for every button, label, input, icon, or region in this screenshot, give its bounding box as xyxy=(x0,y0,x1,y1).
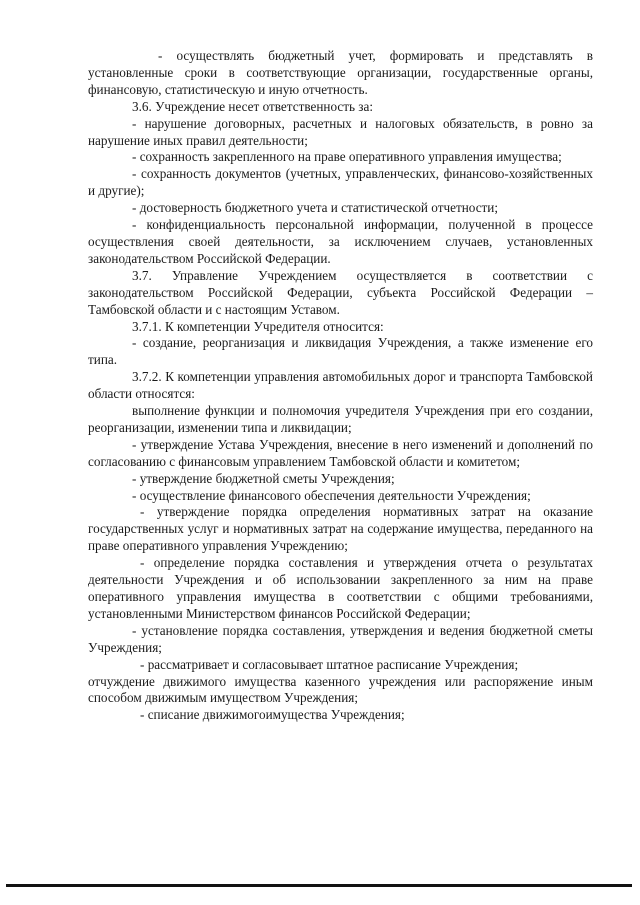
list-item: - конфиденциальность персональной информации, полученной в процессе осуществления своей деятельности, за исключением случаев, установленных законодательством Российской Федерации. xyxy=(88,217,593,266)
list-item: - осуществление финансового обеспечения деятельности Учреждения; xyxy=(132,487,531,503)
list-item: - сохранность документов (учетных, управленческих, финансово-хозяйственных и другие); xyxy=(88,166,593,199)
list-item: отчуждение движимого имущества казенного учреждения или распоряжение иным способом движимым имуществом Учреждения; xyxy=(88,673,593,706)
section-heading-3-7-1: 3.7.1. К компетенции Учредителя относится: xyxy=(132,318,384,334)
page-bottom-rule xyxy=(6,884,632,887)
list-item: - определение порядка составления и утверждения отчета о результатах деятельности Учреждения и об использовании закрепленного за ним на праве оперативного управления имущества в соответствии с общими требованиями, установленными Министерством финансов Российской Федерации; xyxy=(88,555,593,621)
list-item: - достоверность бюджетного учета и статистической отчетности; xyxy=(132,200,499,216)
paragraph: - осуществлять бюджетный учет, формировать и представлять в установленные сроки в соответствующие организации, государственные органы, финансовую, статистическую и иную отчетность. xyxy=(88,48,593,97)
list-item: - утверждение порядка определения нормативных затрат на оказание государственных услуг и нормативных затрат на содержание имущества, переданного на праве оперативного управления Учреждению; xyxy=(88,504,593,554)
list-item: - установление порядка составления, утверждения и ведения бюджетной сметы Учреждения; xyxy=(88,622,593,655)
section-heading-3-6: 3.6. Учреждение несет ответственность за: xyxy=(132,98,374,114)
list-item: - сохранность закрепленного на праве оперативного управления имущества; xyxy=(132,149,562,165)
document-body xyxy=(88,48,593,724)
list-item: - утверждение бюджетной сметы Учреждения; xyxy=(132,470,395,486)
list-item: - создание, реорганизация и ликвидация Учреждения, а также изменение его типа. xyxy=(88,335,593,368)
section-heading-3-7: 3.7. Управление Учреждением осуществляется в соответствии с законодательством Российской Федерации, субъекта Российской Федерации – Тамбовской области и с настоящим Уставом. xyxy=(88,267,593,317)
list-item: - нарушение договорных, расчетных и налоговых обязательств, в ровно за нарушение иных правил деятельности; xyxy=(88,115,593,148)
list-item: - списание движимогоимущества Учреждения; xyxy=(140,707,405,723)
list-item: - утверждение Устава Учреждения, внесение в него изменений и дополнений по согласованию с финансовым управлением Тамбовской области и комитетом; xyxy=(88,436,593,469)
section-heading-3-7-2: 3.7.2. К компетенции управления автомобильных дорог и транспорта Тамбовской области относятся: xyxy=(88,369,593,402)
list-item: - рассматривает и согласовывает штатное расписание Учреждения; xyxy=(140,656,519,672)
list-item: выполнение функции и полномочия учредителя Учреждения при его создании, реорганизации, изменении типа и ликвидации; xyxy=(88,403,593,435)
